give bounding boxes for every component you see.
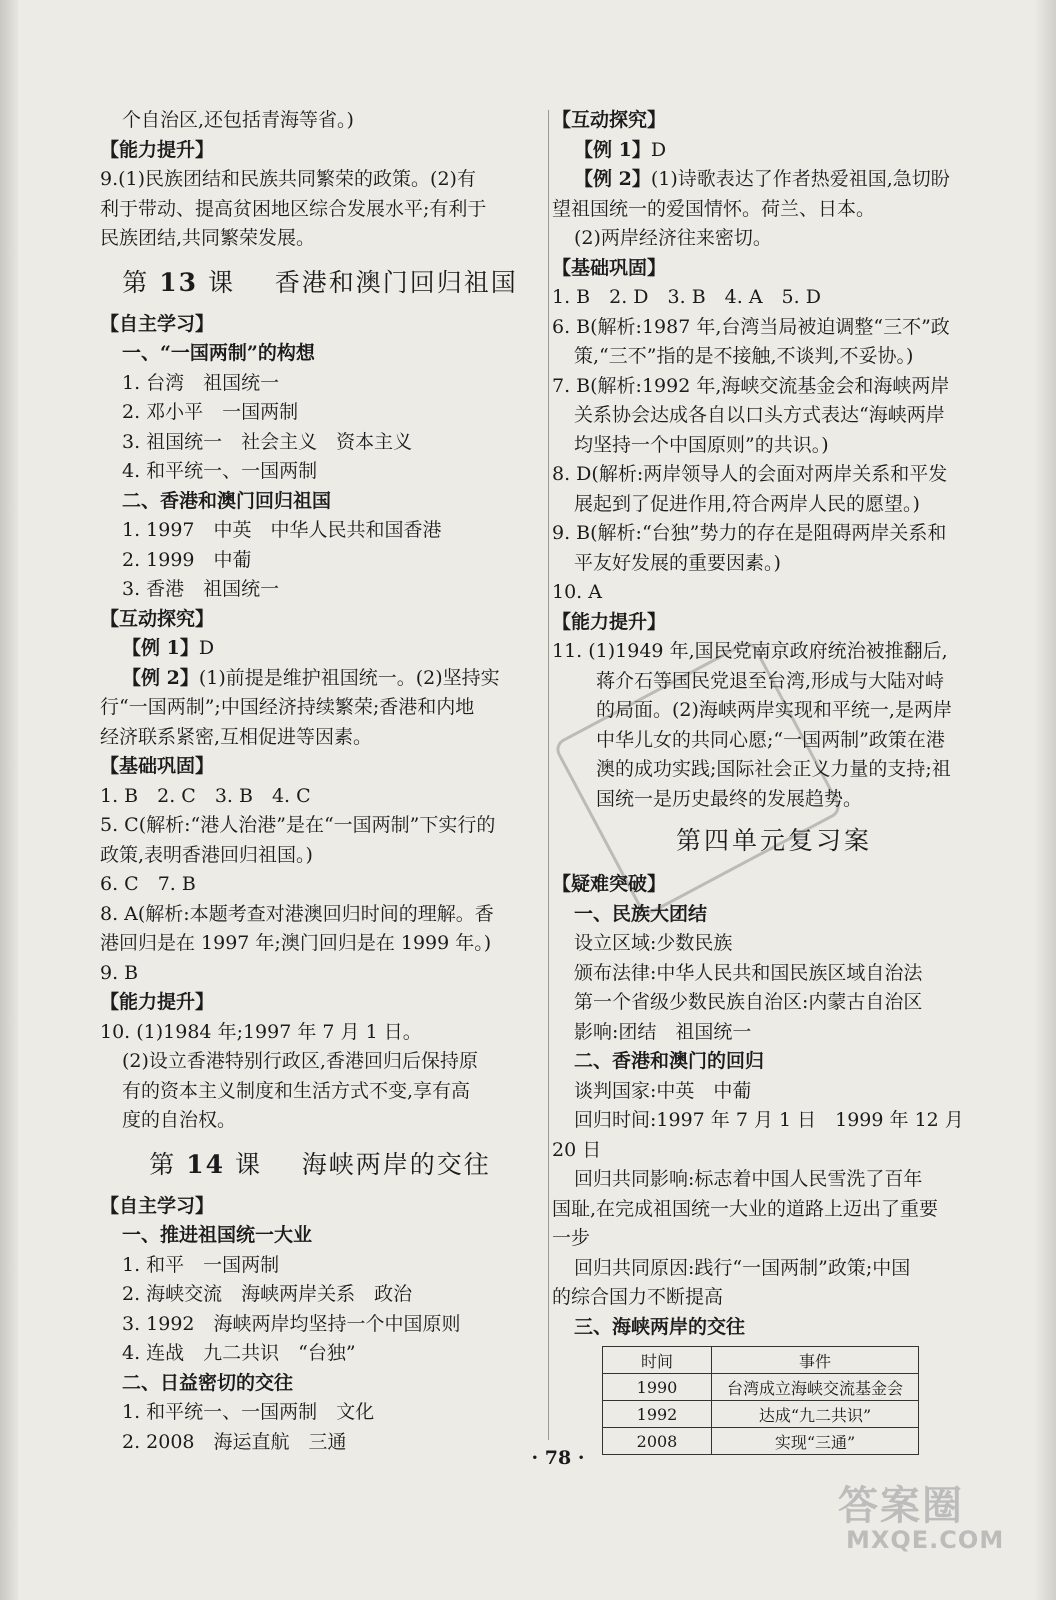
- example-label: 【例 1】: [122, 637, 199, 659]
- answer-line: 7. B(解析:1992 年,海峡交流基金会和海峡两岸: [552, 374, 950, 397]
- answer-line: 1. B 2. C 3. B 4. C: [100, 784, 311, 807]
- ability-heading: 【能力提升】: [100, 991, 215, 1013]
- answer-line: 1. 和平 一国两制: [122, 1253, 280, 1276]
- answer-line: 均坚持一个中国原则”的共识。): [574, 433, 829, 456]
- answer-line: 10. A: [552, 581, 602, 603]
- answer-line: 国统一是历史最终的发展趋势。: [596, 787, 863, 810]
- table-row: [603, 1401, 919, 1428]
- answer-line: 一步: [552, 1227, 591, 1249]
- answer-line: 平友好发展的重要因素。): [574, 551, 781, 574]
- answer-line: 展起到了促进作用,符合两岸人民的愿望。): [574, 492, 920, 515]
- answer-line: 澳的成功实践;国际社会正义力量的支持;祖: [596, 758, 951, 780]
- example-label: 【例 2】: [574, 168, 651, 190]
- answer-line: 利于带动、提高贫困地区综合发展水平;有利于: [100, 197, 487, 220]
- section-heading: 二、香港和澳门的回归: [574, 1050, 765, 1072]
- column-divider: [548, 110, 549, 1440]
- answer-line: 2. 邓小平 一国两制: [122, 401, 299, 423]
- answer-line: 6. B(解析:1987 年,台湾当局被迫调整“三不”政: [552, 315, 950, 338]
- section-heading: 一、民族大团结: [574, 902, 708, 925]
- lesson-suffix: 课: [207, 267, 235, 297]
- answer-line: 经济联系紧密,互相促进等因素。: [100, 725, 373, 748]
- difficulty-heading: 【疑难突破】: [552, 873, 667, 895]
- answer-line: 回归共同影响:标志着中国人民雪洗了百年: [574, 1168, 923, 1190]
- answer-line: 回归时间:1997 年 7 月 1 日 1999 年 12 月: [574, 1109, 964, 1131]
- answer-line: 6. C 7. B: [100, 873, 196, 895]
- answer-line: 度的自治权。: [122, 1109, 237, 1131]
- answer-line: 2. 1999 中葡: [122, 548, 252, 571]
- section-heading: 一、推进祖国统一大业: [122, 1224, 313, 1246]
- interactive-heading: 【互动探究】: [552, 109, 667, 131]
- answer-line: 20 日: [552, 1138, 602, 1161]
- example-1: [552, 136, 992, 166]
- example-answer: (1)诗歌表达了作者热爱祖国,急切盼: [650, 168, 950, 190]
- answer-line: 3. 1992 海峡两岸均坚持一个中国原则: [122, 1312, 461, 1335]
- page-right-edge: [1034, 0, 1056, 1600]
- table-header-row: [603, 1347, 919, 1374]
- lesson-suffix: 课: [234, 1149, 262, 1179]
- page-binding-edge: [0, 0, 18, 1600]
- answer-line: 行“一国两制”;中国经济持续繁荣;香港和内地: [100, 696, 475, 718]
- table-cell: 实现“三通”: [712, 1428, 919, 1455]
- lesson-14-title: [100, 1144, 540, 1186]
- answer-line: 8. A(解析:本题考查对港澳回归时间的理解。香: [100, 902, 494, 925]
- answer-line: 谈判国家:中英 中葡: [574, 1079, 752, 1102]
- self-study-heading: 【自主学习】: [100, 1194, 215, 1217]
- answer-line: 11. (1)1949 年,国民党南京政府统治被推翻后,: [552, 640, 948, 662]
- answer-line: 回归共同原因:践行“一国两制”政策;中国: [574, 1256, 911, 1279]
- answer-line: 9.(1)民族团结和民族共同繁荣的政策。(2)有: [100, 168, 476, 190]
- table-header: 时间: [603, 1347, 712, 1374]
- answer-line: 第一个省级少数民族自治区:内蒙古自治区: [574, 991, 923, 1013]
- basic-heading: 【基础巩固】: [100, 755, 215, 777]
- answer-line: 3. 祖国统一 社会主义 资本主义: [122, 430, 413, 453]
- section-heading: 一、“一国两制”的构想: [122, 342, 315, 364]
- section-heading: 二、日益密切的交往: [122, 1371, 294, 1394]
- answer-line: 政策,表明香港回归祖国。): [100, 843, 313, 866]
- example-answer: D: [198, 637, 215, 659]
- answer-line: 3. 香港 祖国统一: [122, 578, 280, 600]
- answer-line: 10. (1)1984 年;1997 年 7 月 1 日。: [100, 1020, 422, 1043]
- answer-line: 4. 和平统一、一国两制: [122, 460, 318, 482]
- basic-heading: 【基础巩固】: [552, 256, 667, 279]
- example-2: [552, 165, 992, 195]
- left-column: [100, 106, 540, 1457]
- example-2: [100, 664, 540, 694]
- answer-line: 1. 1997 中英 中华人民共和国香港: [122, 519, 442, 541]
- answer-line: 中华儿女的共同心愿;“一国两制”政策在港: [596, 728, 945, 751]
- answer-line: 颁布法律:中华人民共和国民族区域自治法: [574, 961, 923, 984]
- answer-line: 港回归是在 1997 年;澳门回归是在 1999 年。): [100, 932, 492, 954]
- watermark-url: MXQE.COM: [846, 1526, 1005, 1554]
- lesson-prefix: 第: [149, 1149, 177, 1179]
- table-cell: 1990: [603, 1374, 712, 1401]
- lesson-13-title: [100, 262, 540, 304]
- lesson-number: 13: [159, 267, 198, 297]
- table-row: [603, 1374, 919, 1401]
- answer-line: 2. 2008 海运直航 三通: [122, 1430, 347, 1453]
- table-cell: 2008: [603, 1428, 712, 1455]
- answer-line: (2)设立香港特别行政区,香港回归后保持原: [122, 1050, 478, 1072]
- answer-line: 5. C(解析:“港人治港”是在“一国两制”下实行的: [100, 814, 496, 836]
- events-table: [602, 1346, 919, 1455]
- answer-line: 望祖国统一的爱国情怀。荷兰、日本。: [552, 197, 876, 220]
- answer-line: (2)两岸经济往来密切。: [574, 227, 772, 249]
- lesson-title-text: 海峡两岸的交往: [301, 1149, 491, 1179]
- answer-line: 1. B 2. D 3. B 4. A 5. D: [552, 286, 821, 308]
- answer-line: 9. B(解析:“台独”势力的存在是阻碍两岸关系和: [552, 522, 947, 544]
- answer-line: 有的资本主义制度和生活方式不变,享有高: [122, 1079, 471, 1102]
- answer-line: 1. 台湾 祖国统一: [122, 371, 280, 394]
- ability-heading: 【能力提升】: [100, 138, 215, 161]
- table-cell: 1992: [603, 1401, 712, 1428]
- table-cell: 达成“九二共识”: [712, 1401, 919, 1428]
- lesson-title-text: 香港和澳门回归祖国: [274, 267, 518, 297]
- answer-line: 8. D(解析:两岸领导人的会面对两岸关系和平发: [552, 463, 948, 485]
- intro-line: 个自治区,还包括青海等省。): [122, 109, 354, 131]
- answer-line: 4. 连战 九二共识 “台独”: [122, 1342, 356, 1364]
- answer-line: 2. 海峡交流 海峡两岸关系 政治: [122, 1283, 413, 1305]
- lesson-number: 14: [186, 1149, 225, 1179]
- answer-line: 的综合国力不断提高: [552, 1286, 724, 1308]
- answer-line: 9. B: [100, 961, 139, 984]
- section-heading: 三、海峡两岸的交往: [574, 1315, 746, 1338]
- answer-line: 关系协会达成各自以口头方式表达“海峡两岸: [574, 404, 945, 426]
- table-header: 事件: [712, 1347, 919, 1374]
- answer-line: 的局面。(2)海峡两岸实现和平统一,是两岸: [596, 699, 952, 721]
- example-label: 【例 1】: [574, 138, 651, 161]
- watermark-text: 答案圈: [838, 1483, 964, 1529]
- table-cell: 台湾成立海峡交流基金会: [712, 1374, 919, 1401]
- table-row: [603, 1428, 919, 1455]
- example-answer: (1)前提是维护祖国统一。(2)坚持实: [198, 666, 500, 689]
- answer-line: 影响:团结 祖国统一: [574, 1020, 752, 1043]
- answer-line: 国耻,在完成祖国统一大业的道路上迈出了重要: [552, 1197, 939, 1220]
- self-study-heading: 【自主学习】: [100, 312, 215, 335]
- answer-line: 策,“三不”指的是不接触,不谈判,不妥协。): [574, 345, 914, 367]
- example-1: [100, 634, 540, 664]
- example-label: 【例 2】: [122, 666, 199, 689]
- interactive-heading: 【互动探究】: [100, 607, 215, 630]
- ability-heading: 【能力提升】: [552, 610, 667, 633]
- answer-line: 设立区域:少数民族: [574, 932, 733, 954]
- unit-review-title: 第四单元复习案: [675, 826, 872, 855]
- answer-line: 蒋介石等国民党退至台湾,形成与大陆对峙: [596, 669, 945, 692]
- answer-line: 民族团结,共同繁荣发展。: [100, 227, 316, 249]
- answer-line: 1. 和平统一、一国两制 文化: [122, 1401, 375, 1423]
- page-number: · 78 ·: [531, 1447, 585, 1469]
- section-heading: 二、香港和澳门回归祖国: [122, 489, 332, 512]
- example-answer: D: [650, 138, 667, 161]
- lesson-prefix: 第: [122, 267, 150, 297]
- site-watermark: [838, 1474, 1028, 1564]
